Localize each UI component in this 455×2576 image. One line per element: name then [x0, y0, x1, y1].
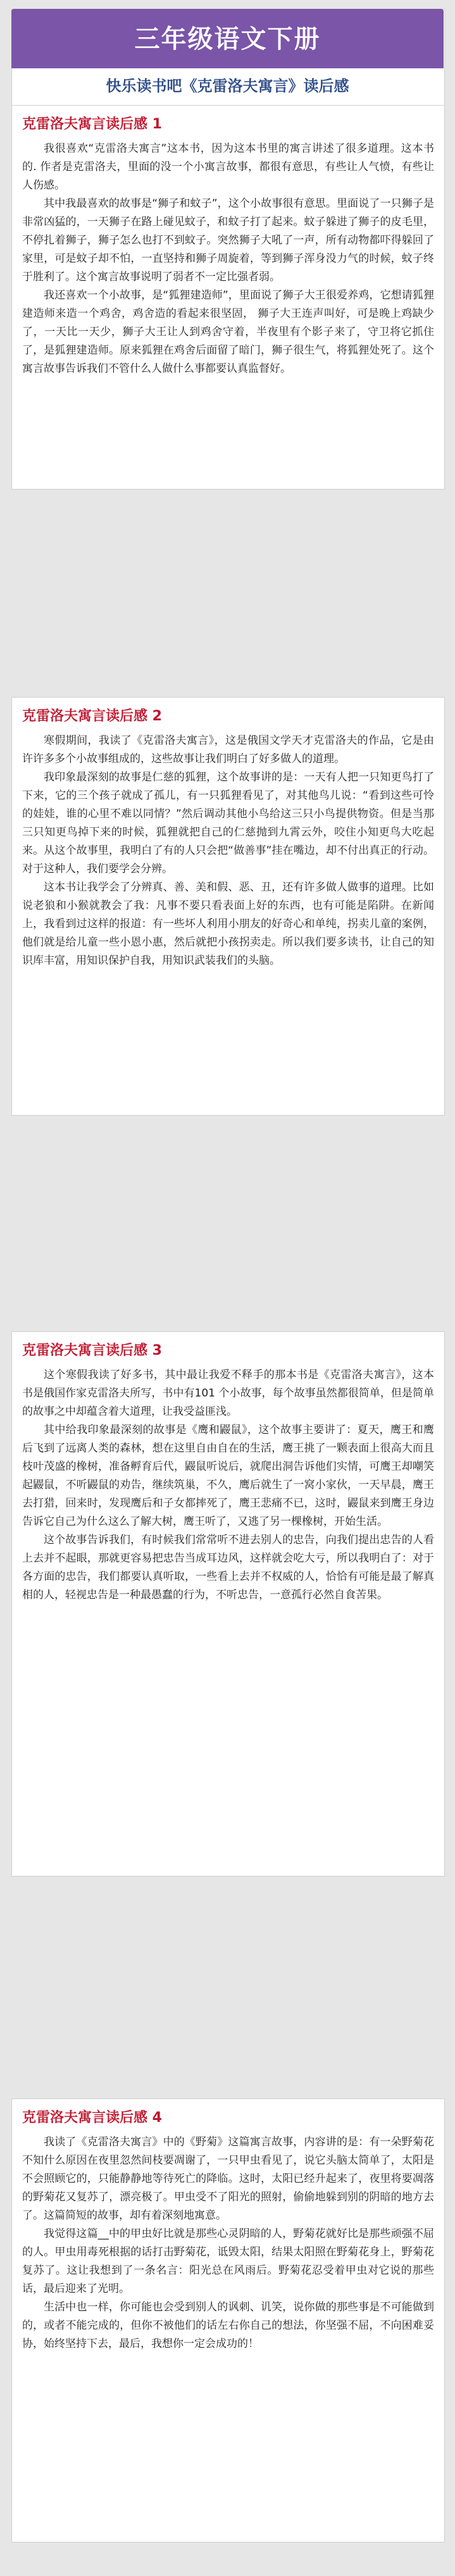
title-banner: [11, 9, 444, 68]
essay-paragraph: 这个寒假我读了好多书，其中最让我爱不释手的那本书是《克雷洛夫寓言》，这本书是俄国作家克雷洛夫所写，书中有101 个小故事，每个故事虽然都很简单，但是简单的故事之中却蕴含着大道理，让我受益匪浅。: [22, 1369, 434, 1418]
essay-card-3: [11, 1331, 445, 1877]
essay-title: 克雷洛夫寓言读后感 4: [22, 2110, 162, 2126]
page-subtitle: 快乐读书吧《克雷洛夫寓言》读后感: [106, 77, 349, 95]
essay-paragraph: 我很喜欢“克雷洛夫寓言”这本书，因为这本书里的寓言讲述了很多道理。这本书的. 作者是克雷洛夫，里面的没一个小寓言故事，都很有意思，有些让人气愤，有些让人伤感。: [22, 142, 434, 192]
essay-paragraph: 其中给我印象最深刻的故事是《鹰和鼹鼠》，这个故事主要讲了：夏天，鹰王和鹰后飞到了远离人类的森林，想在这里自由自在的生活，鹰王挑了一颗表面上很高大而且枝叶茂盛的橡树，准备孵育后代，鼹鼠听说后，就爬出洞告诉他们实情，可鹰王却嘲笑起鼹鼠，不听鼹鼠的劝告，继续筑巢，不久，鹰后就生了一窝小家伙，一天早晨，鹰王去打猎，回来时，发现鹰后和子女都摔死了，鹰王悲痛不已，这时，鼹鼠来到鹰王身边告诉它自己为什么这么了解大树，鹰王听了，又逃了另一棵橡树，开始生活。: [22, 1424, 434, 1528]
essay-title: 克雷洛夫寓言读后感 3: [22, 1343, 162, 1359]
essay-paragraph: 寒假期间，我读了《克雷洛夫寓言》，这是俄国文学天才克雷洛夫的作品，它是由许许多多个小故事组成的，这些故事让我们明白了好多做人的道理。: [22, 734, 434, 765]
essay-paragraph: 我还喜欢一个小故事，是“狐狸建造师”，里面说了狮子大王很爱养鸡，它想请狐狸建造师来造一个鸡舍，鸡舍造的看起来很坚固， 狮子大王连声叫好，可是晚上鸡缺少了，一天比一天少，狮子大王让人到鸡舍守着，半夜里有个影子来了，守卫将它抓住了，是狐狸建造师。原来狐狸在鸡舍后面留了暗门，狮子很生气，将狐狸处死了。这个寓言故事告诉我们不管什么人做什么事都要认真监督好。: [22, 289, 434, 375]
essay-title: 克雷洛夫寓言读后感 1: [22, 116, 162, 132]
essay-paragraph: 这个故事告诉我们，有时候我们常常听不进去别人的忠告，向我们提出忠告的人看上去并不起眼，那就更容易把忠告当成耳边风，这样就会吃大亏，所以我明白了：对于各方面的忠告，我们都要认真听取，一些看上去并不权威的人，恰恰有可能是最了解真相的人，轻视忠告是一种最愚蠢的行为，不听忠告，一意孤行必然自食苦果。: [22, 1534, 434, 1601]
essay-paragraph: 我觉得这篇__中的甲虫好比就是那些心灵阴暗的人，野菊花就好比是那些顽强不屈的人。甲虫用毒死根据的话打击野菊花，诋毁太阳，结果太阳照在野菊花身上，野菊花复苏了。这让我想到了一条名言：阳光总在风雨后。野菊花忍受着甲虫对它说的那些话，最后迎来了光明。: [22, 2228, 434, 2295]
essay-paragraph: 其中我最喜欢的故事是“狮子和蚊子”，这个小故事很有意思。里面说了一只狮子是非常凶猛的，一天狮子在路上碰见蚊子，和蚊子打了起来。蚊子躲进了狮子的皮毛里，不停扎着狮子，狮子怎么也打不到蚊子。突然狮子大吼了一声，所有动物都吓得躲回了家里，可是蚊子却不怕，一直坚持和狮子周旋着，等到狮子浑身没力气的时候，蚊子终于胜利了。这个寓言故事说明了弱者不一定比强者弱。: [22, 197, 434, 283]
essay-card-2: [11, 697, 445, 1116]
essay-card-4: [11, 2098, 445, 2542]
essay-paragraph: 这本书让我学会了分辨真、善、美和假、恶、丑，还有许多做人做事的道理。比如说老狼和小猴就教会了我：凡事不要只看表面上好的东西，也有可能是陷阱。在新闻上，我看到过这样的报道：有一些坏人利用小朋友的好奇心和单纯，拐卖儿童的案例，他们就是给儿童一些小恩小惠，然后就把小孩拐卖走。所以我们要多读书，让自己的知识库丰富，用知识保护自我，用知识武装我们的头脑。: [22, 881, 434, 967]
page-title: 三年级语文下册: [134, 25, 321, 54]
essay-paragraph: 我读了《克雷洛夫寓言》中的《野菊》这篇寓言故事，内容讲的是：有一朵野菊花不知什么原因在夜里忽然间枝要凋谢了，一只甲虫看见了，说它头脑太简单了，太阳是不会照顾它的，只能静静地等待死亡的降临。这时，太阳已经升起来了，夜里将要凋落的野菊花又复苏了，漂亮极了。甲虫受不了阳光的照射，偷偷地躲到别的阴暗的地方去了。这篇简短的故事，却有着深刻地寓意。: [22, 2136, 434, 2222]
essay-paragraph: 我印象最深刻的故事是仁慈的狐狸，这个故事讲的是：一天有人把一只知更鸟打了下来，它的三个孩子就成了孤儿，有一只狐狸看见了，对其他鸟儿说：“看到这些可怜的娃娃，谁的心里不难以同情？”然后调动其他小鸟给这三只小鸟提供物资。但是当那三只知更鸟掉下来的时候，狐狸就把自己的仁慈抛到九霄云外，咬住小知更鸟大吃起来。从这个故事里，我明白了有的人只会把“做善事”挂在嘴边，却不付出真正的行动。对于这种人，我们要学会分辨。: [22, 771, 434, 875]
essay-paragraph: 生活中也一样，你可能也会受到别人的讽刺、讥笑，说你做的那些事是不可能做到的，或者不能完成的，但你不被他们的话左右你自己的想法，你坚强不屈，不向困难妥协，始终坚持下去，最后，我想你一定会成功的！: [22, 2301, 434, 2350]
essay-title: 克雷洛夫寓言读后感 2: [22, 708, 162, 724]
essay-card-1: [11, 105, 445, 490]
